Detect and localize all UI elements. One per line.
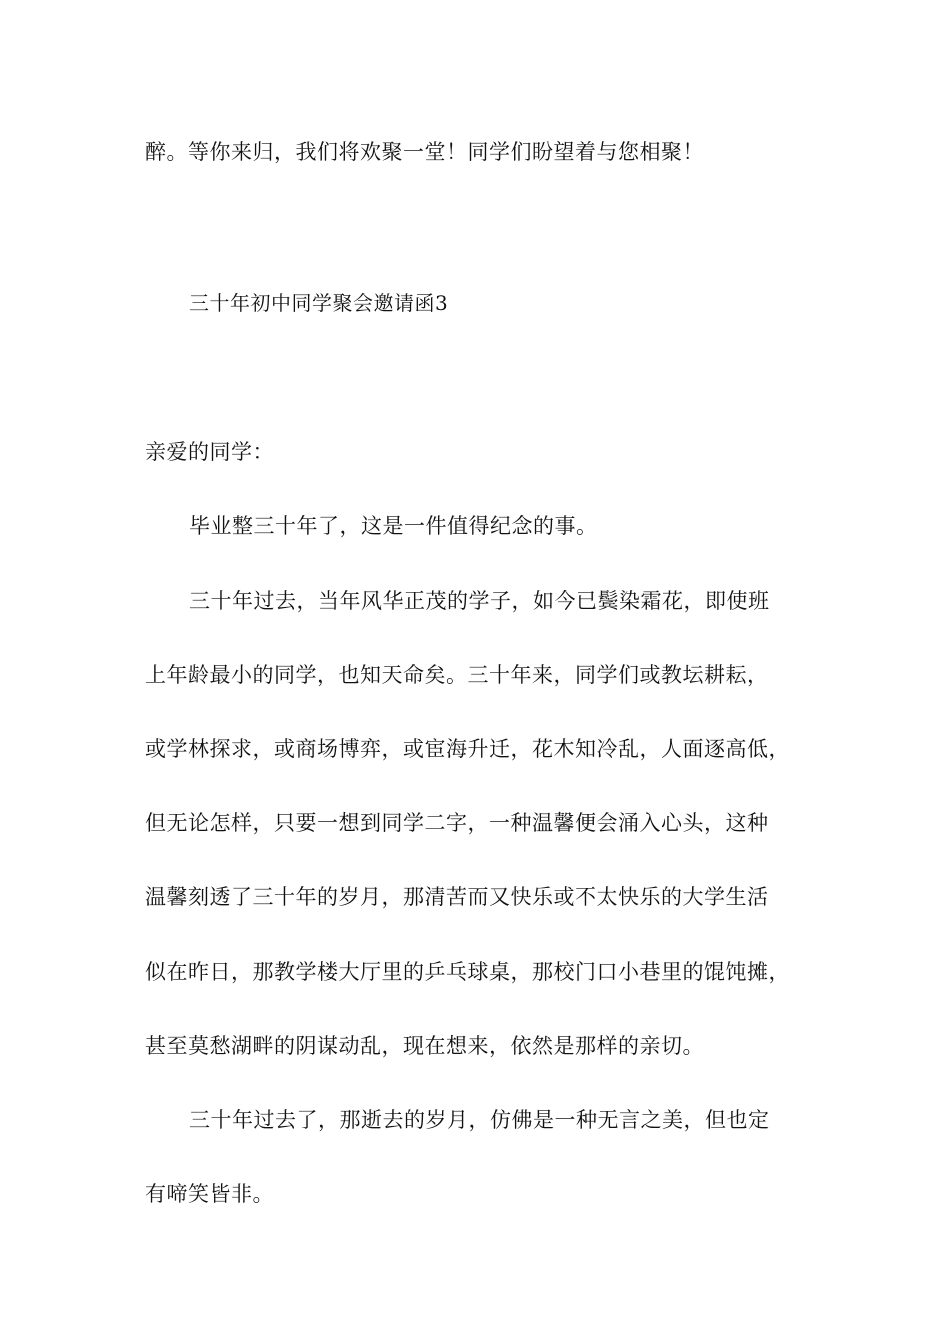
paragraph-line: 有啼笑皆非。 [145, 1182, 274, 1206]
paragraph-line: 似在昨日，那教学楼大厅里的乒乓球桌，那校门口小巷里的馄饨摊， [145, 960, 790, 984]
paragraph-line: 但无论怎样，只要一想到同学二字，一种温馨便会涌入心头，这种 [145, 811, 769, 835]
paragraph-line: 上年龄最小的同学，也知天命矣。三十年来，同学们或教坛耕耘， [145, 663, 769, 687]
paragraph-line: 温馨刻透了三十年的岁月，那清苦而又快乐或不太快乐的大学生活 [145, 885, 769, 909]
paragraph-line: 三十年过去了，那逝去的岁月，仿佛是一种无言之美，但也定 [189, 1108, 770, 1132]
section-title: 三十年初中同学聚会邀请函3 [189, 291, 449, 315]
paragraph-line: 三十年过去，当年风华正茂的学子，如今已鬓染霜花，即使班 [189, 589, 770, 613]
paragraph-line: 甚至莫愁湖畔的阴谋动乱，现在想来，依然是那样的亲切。 [145, 1034, 704, 1058]
paragraph-line: 或学林探求，或商场博弈，或宦海升迁，花木知冷乱，人面逐高低， [145, 737, 790, 761]
paragraph-line: 醉。等你来归，我们将欢聚一堂！同学们盼望着与您相聚！ [145, 140, 704, 164]
salutation: 亲爱的同学： [145, 440, 274, 464]
paragraph-line: 毕业整三十年了，这是一件值得纪念的事。 [189, 514, 598, 538]
